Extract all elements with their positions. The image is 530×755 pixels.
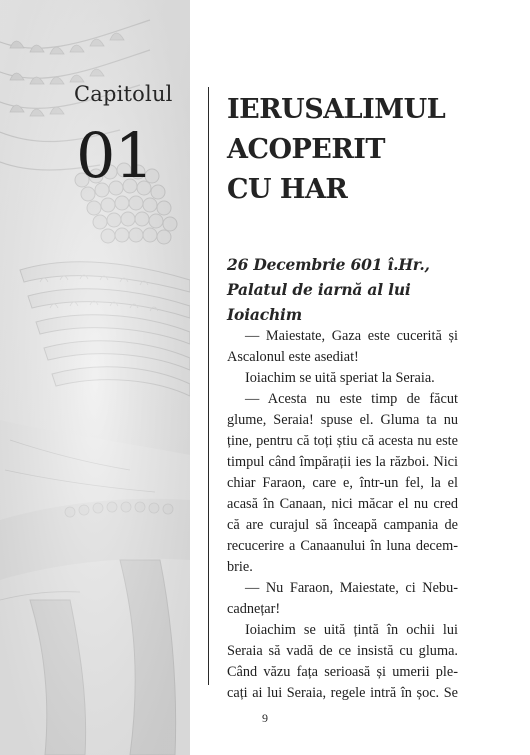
- page-number: 9: [262, 711, 268, 725]
- text-line: — Nu Faraon, Maiestate, ci Nebu-: [245, 580, 458, 596]
- text-line: — Acesta nu este timp de făcut: [245, 391, 458, 407]
- text-line: Seraia să vadă de ce insistă cu gluma.: [227, 643, 458, 659]
- text-line: brie.: [227, 559, 253, 575]
- text-line: glume, Seraia! spuse el. Gluma ta nu: [227, 412, 458, 428]
- text-line: Ioiachim se uită speriat la Seraia.: [245, 370, 435, 386]
- body-text: [227, 326, 458, 704]
- text-line: acasă în Canaan, nici măcar el nu cred: [227, 496, 458, 512]
- chapter-number: 01: [76, 119, 153, 192]
- section-heading: [227, 252, 467, 327]
- section-heading-line: 26 Decembrie 601 î.Hr.,: [227, 255, 430, 274]
- text-line: Ascalonul este asediat!: [227, 349, 359, 365]
- text-line: — Maiestate, Gaza este cucerită și: [245, 328, 458, 344]
- chapter-title-line: ACOPERIT: [227, 134, 385, 165]
- text-line: ține, pentru că toți știu că acesta nu este: [227, 433, 458, 449]
- text-line: recucerire a Canaanului în luna decem-: [227, 538, 458, 554]
- chapter-title-line: IERUSALIMUL: [227, 94, 446, 125]
- winged-bull-relief-image: [0, 0, 190, 755]
- vertical-divider: [208, 87, 209, 685]
- chapter-title-line: CU HAR: [227, 174, 348, 205]
- text-line: chiar Faraon, care e, într-un fel, la el: [227, 475, 458, 491]
- section-heading-line: Ioiachim: [227, 305, 302, 324]
- chapter-title: [227, 90, 477, 210]
- chapter-label: Capitolul: [74, 82, 173, 106]
- text-line: Când văzu fața serioasă și umerii ple-: [227, 664, 458, 680]
- text-line: Ioiachim se uită țintă în ochii lui: [245, 622, 458, 638]
- text-line: cadnețar!: [227, 601, 281, 617]
- text-line: cați ai lui Seraia, regele intră în șoc. Se: [227, 685, 458, 701]
- text-line: că are curajul să înceapă campania de: [227, 517, 458, 533]
- text-line: timpul când împărații ies la război. Nici: [227, 454, 458, 470]
- section-heading-line: Palatul de iarnă al lui: [227, 280, 411, 299]
